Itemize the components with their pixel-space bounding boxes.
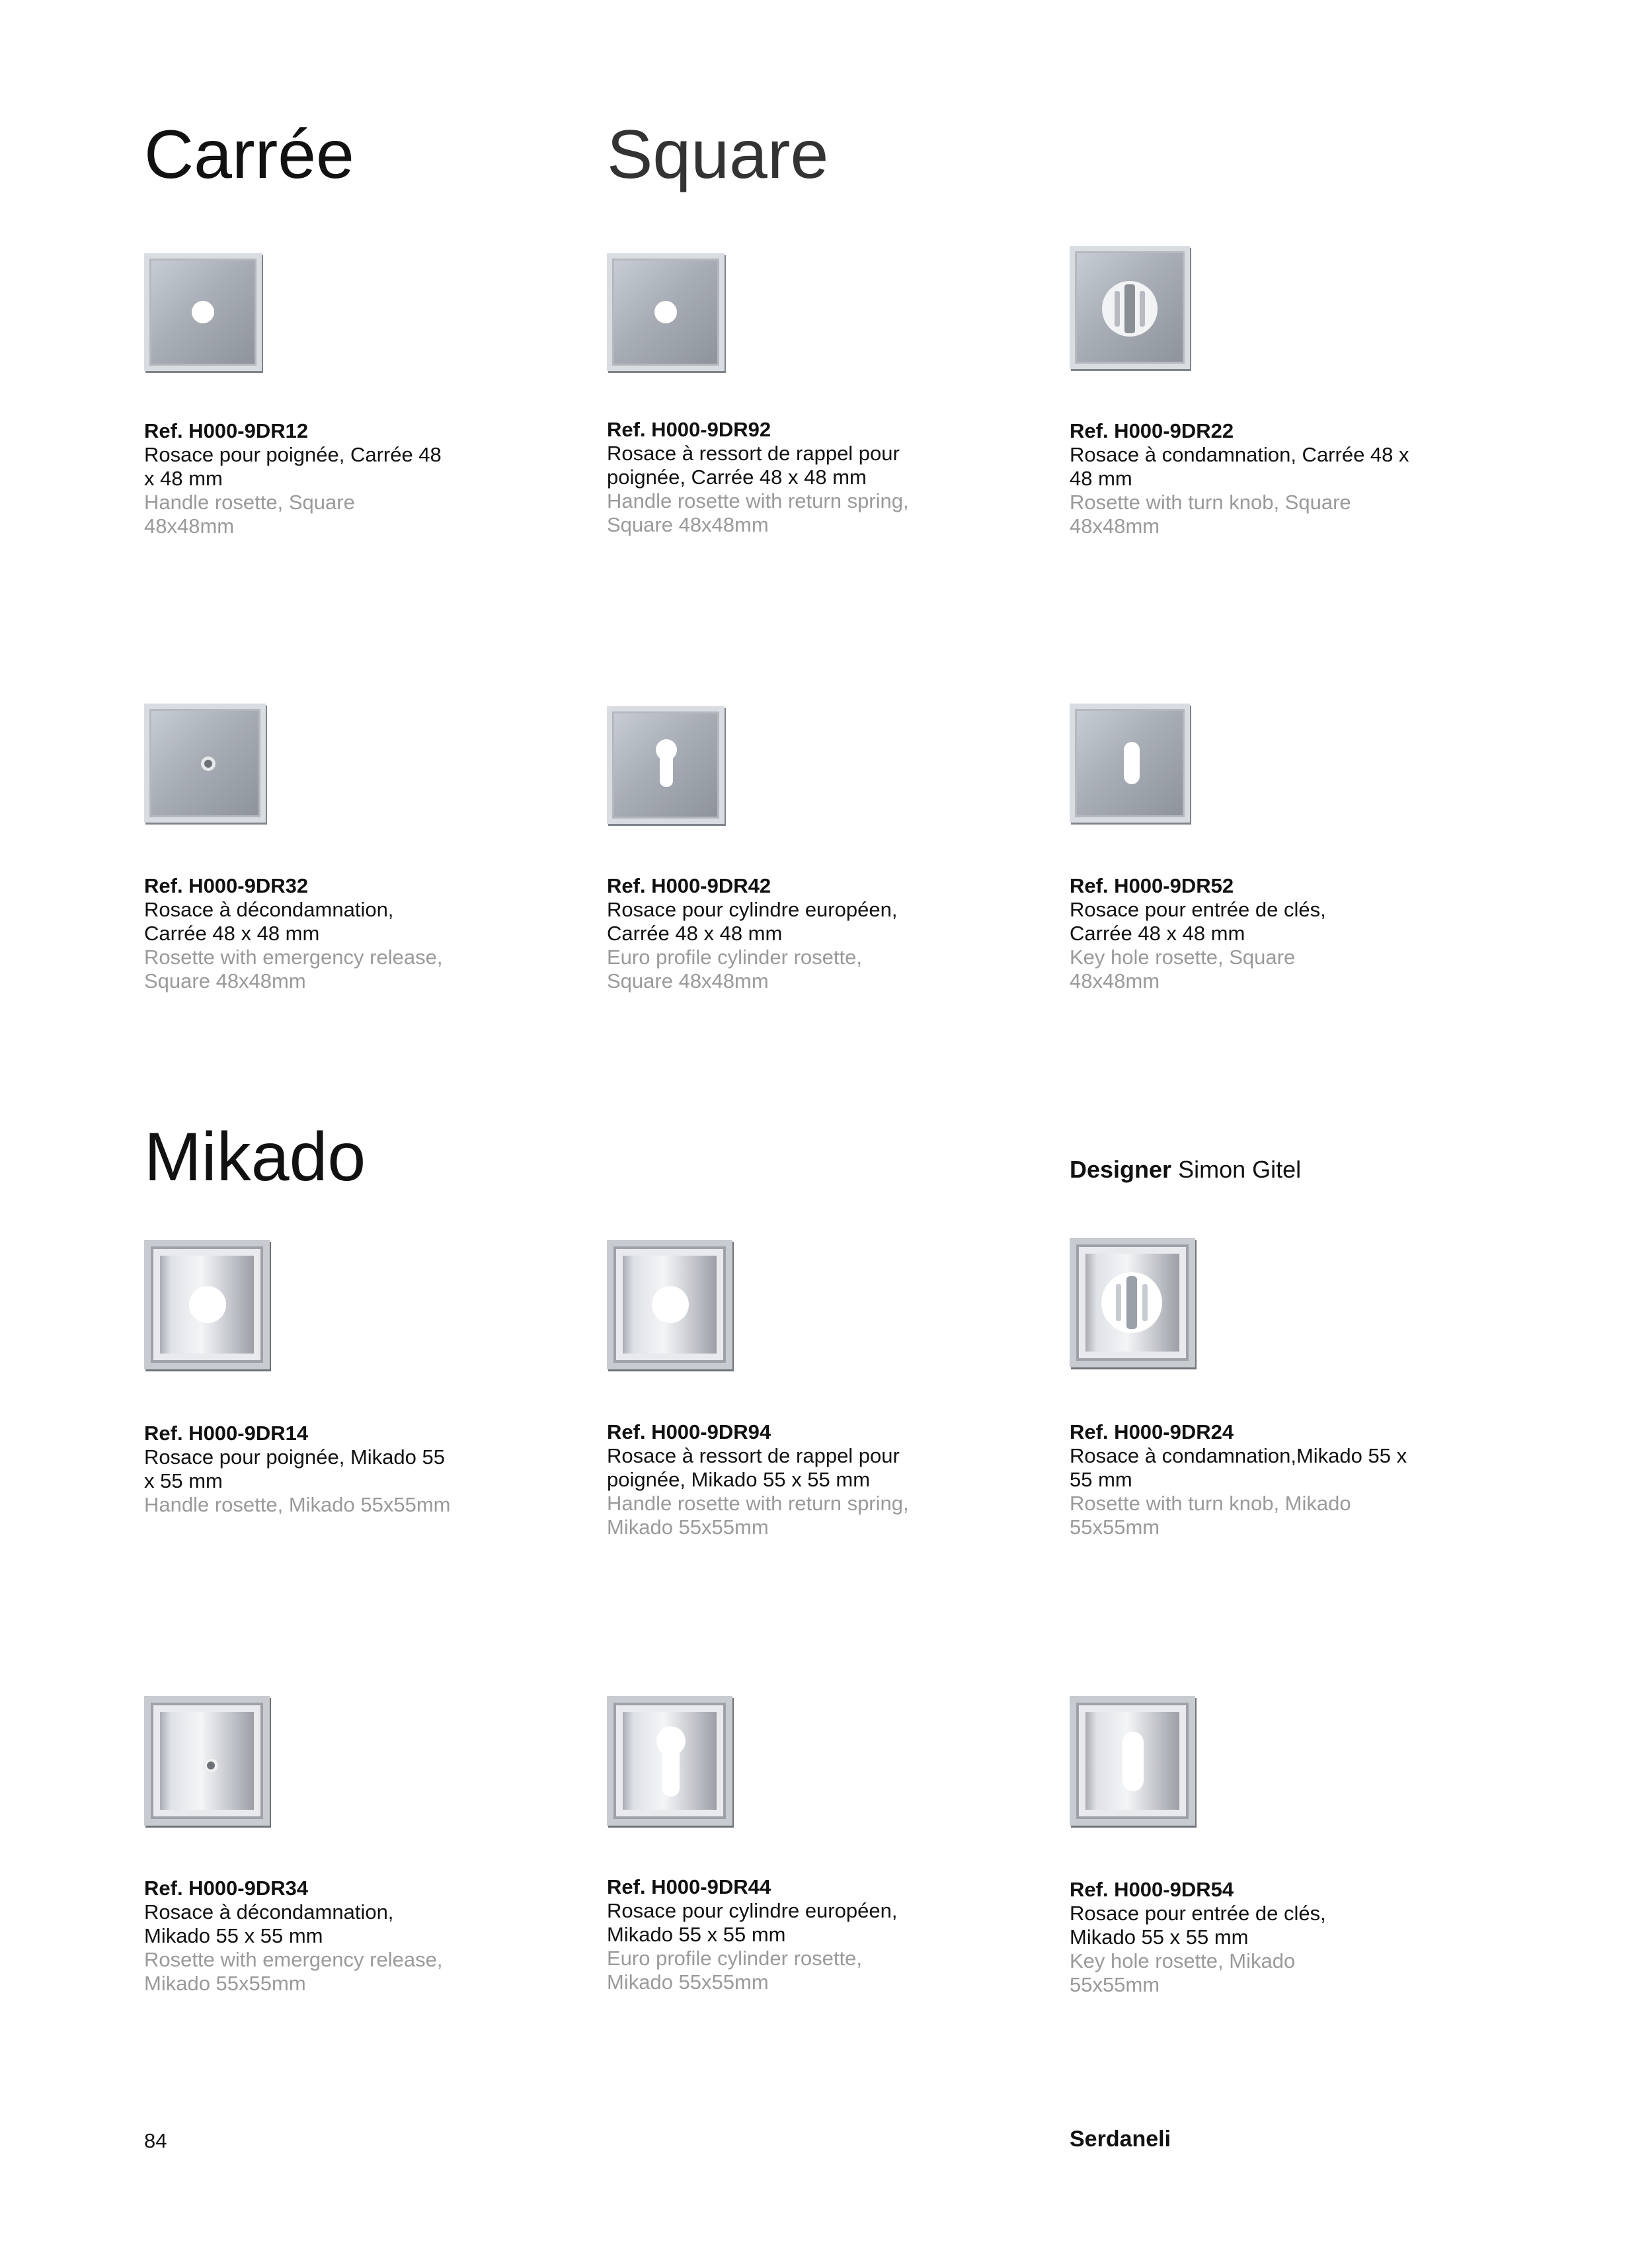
product-desc-fr: Rosace pour poignée, Mikado 55 x 55 mm <box>144 1445 445 1492</box>
product-desc-fr: Rosace à ressort de rappel pour poignée, Mikado 55 x 55 mm <box>607 1444 900 1491</box>
euro-cylinder-icon <box>654 1725 688 1798</box>
product-image-h000-9dr34 <box>144 1696 270 1826</box>
product-desc-en: Handle rosette with return spring, Mikado 55x55mm <box>607 1492 909 1539</box>
brand-name: Serdaneli <box>1070 2126 1171 2152</box>
product-image-h000-9dr92 <box>607 253 725 371</box>
product-desc-en: Handle rosette, Square 48x48mm <box>144 491 355 538</box>
product-ref: Ref. H000-9DR52 <box>1070 874 1234 897</box>
product-ref: Ref. H000-9DR92 <box>607 418 771 441</box>
handle-hole-icon <box>652 1286 689 1323</box>
product-desc-en: Key hole rosette, Square 48x48mm <box>1070 946 1296 992</box>
product-desc-fr: Rosace à ressort de rappel pour poignée, Carrée 48 x 48 mm <box>607 442 900 489</box>
handle-hole-icon <box>654 301 677 323</box>
product-caption <box>144 874 541 993</box>
product-desc-en: Rosette with emergency release, Square 48x48mm <box>144 946 443 992</box>
product-caption <box>1070 1878 1466 1997</box>
section-title-carree: Carrée <box>144 116 354 193</box>
handle-hole-icon <box>192 301 214 323</box>
product-image-h000-9dr24 <box>1070 1238 1195 1367</box>
section-title-mikado: Mikado <box>144 1119 366 1195</box>
product-image-h000-9dr52 <box>1070 704 1190 823</box>
product-ref: Ref. H000-9DR12 <box>144 419 309 442</box>
product-caption <box>144 419 541 538</box>
product-caption <box>607 874 1003 993</box>
turn-knob-icon <box>1099 1270 1165 1336</box>
euro-cylinder-icon <box>653 738 680 788</box>
product-image-h000-9dr54 <box>1070 1696 1195 1826</box>
product-caption <box>144 1877 541 1996</box>
keyhole-icon <box>1122 1732 1144 1791</box>
product-image-h000-9dr42 <box>607 706 725 824</box>
product-image-h000-9dr32 <box>144 704 266 823</box>
product-desc-fr: Rosace à décondamnation, Carrée 48 x 48 mm <box>144 898 394 945</box>
product-image-h000-9dr44 <box>607 1696 732 1826</box>
product-desc-fr: Rosace pour poignée, Carrée 48 x 48 mm <box>144 443 442 490</box>
product-desc-fr: Rosace pour cylindre européen, Mikado 55 x 55 mm <box>607 1899 898 1946</box>
emergency-release-icon <box>204 1758 218 1773</box>
product-desc-en: Handle rosette, Mikado 55x55mm <box>144 1493 451 1516</box>
product-desc-fr: Rosace pour entrée de clés, Mikado 55 x 55 mm <box>1070 1902 1326 1949</box>
product-ref: Ref. H000-9DR22 <box>1070 419 1234 442</box>
page-number: 84 <box>144 2129 167 2152</box>
product-ref: Ref. H000-9DR94 <box>607 1420 771 1443</box>
product-desc-en: Rosette with emergency release, Mikado 55x55mm <box>144 1948 443 1995</box>
emergency-release-icon <box>201 756 216 771</box>
product-ref: Ref. H000-9DR42 <box>607 874 771 897</box>
product-desc-fr: Rosace pour entrée de clés, Carrée 48 x 48 mm <box>1070 898 1326 945</box>
product-ref: Ref. H000-9DR14 <box>144 1422 309 1445</box>
product-desc-en: Key hole rosette, Mikado 55x55mm <box>1070 1949 1296 1996</box>
product-ref: Ref. H000-9DR34 <box>144 1877 309 1900</box>
product-ref: Ref. H000-9DR54 <box>1070 1878 1234 1901</box>
product-desc-fr: Rosace à condamnation, Carrée 48 x 48 mm <box>1070 443 1409 490</box>
product-image-h000-9dr14 <box>144 1240 270 1369</box>
designer-name: Simon Gitel <box>1178 1156 1302 1183</box>
product-desc-fr: Rosace à condamnation,Mikado 55 x 55 mm <box>1070 1444 1407 1491</box>
product-caption <box>1070 419 1466 538</box>
product-image-h000-9dr94 <box>607 1240 732 1369</box>
product-ref: Ref. H000-9DR44 <box>607 1875 771 1898</box>
product-caption <box>144 1422 541 1517</box>
turn-knob-icon <box>1100 279 1160 339</box>
product-caption <box>607 1875 1003 1994</box>
keyhole-icon <box>1124 742 1140 784</box>
product-desc-fr: Rosace à décondamnation, Mikado 55 x 55 mm <box>144 1900 394 1947</box>
product-desc-fr: Rosace pour cylindre européen, Carrée 48 x 48 mm <box>607 898 898 945</box>
handle-hole-icon <box>189 1286 226 1323</box>
product-desc-en: Rosette with turn knob, Square 48x48mm <box>1070 491 1351 538</box>
product-caption <box>1070 874 1466 993</box>
product-desc-en: Handle rosette with return spring, Square 48x48mm <box>607 489 909 536</box>
product-image-h000-9dr12 <box>144 253 262 371</box>
product-image-h000-9dr22 <box>1070 246 1190 369</box>
designer-credit <box>1070 1156 1301 1184</box>
product-desc-en: Euro profile cylinder rosette, Mikado 55x55mm <box>607 1947 862 1994</box>
product-caption <box>1070 1420 1466 1539</box>
section-title-square: Square <box>607 116 829 193</box>
product-ref: Ref. H000-9DR32 <box>144 874 309 897</box>
product-caption <box>607 418 1003 537</box>
product-desc-en: Rosette with turn knob, Mikado 55x55mm <box>1070 1492 1351 1539</box>
product-ref: Ref. H000-9DR24 <box>1070 1420 1234 1443</box>
product-desc-en: Euro profile cylinder rosette, Square 48x48mm <box>607 946 862 992</box>
product-caption <box>607 1420 1003 1539</box>
designer-label: Designer <box>1070 1156 1172 1183</box>
